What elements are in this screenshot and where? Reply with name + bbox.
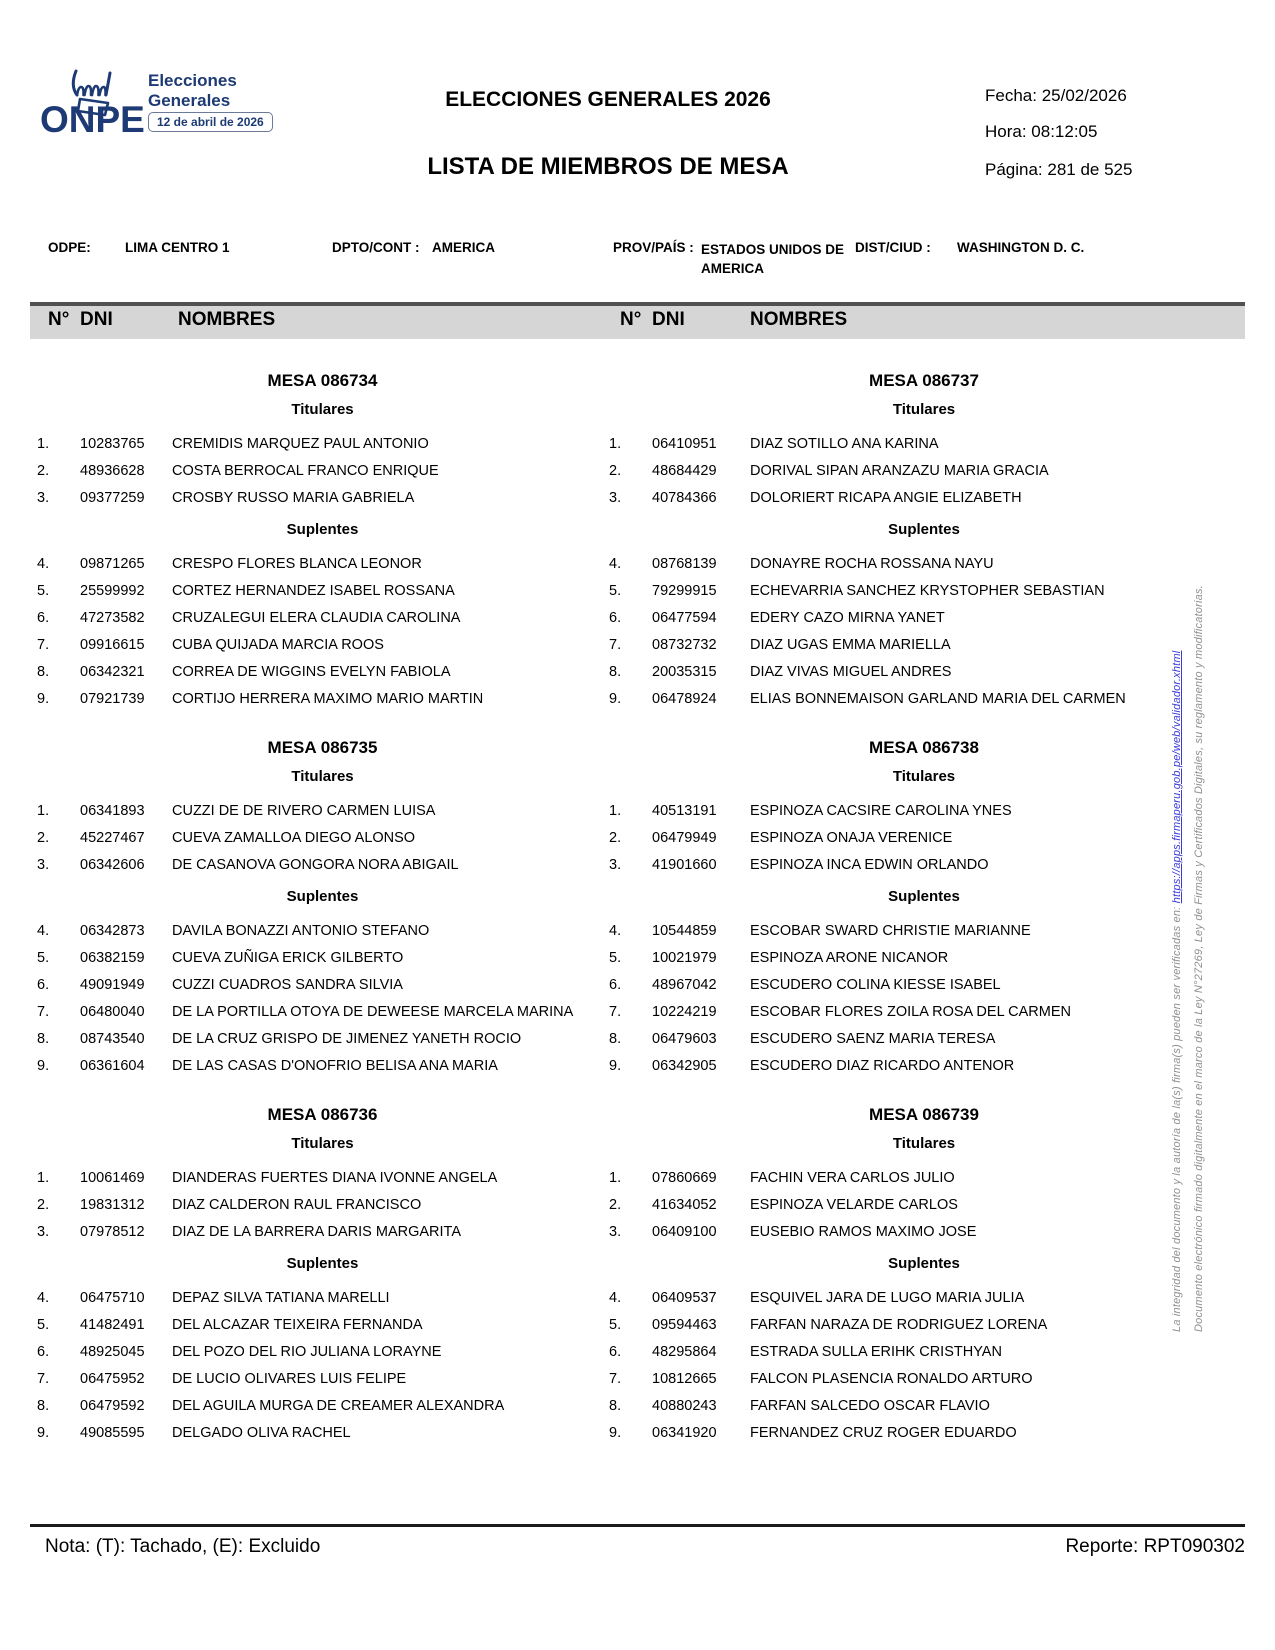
member-number: 2. xyxy=(37,829,50,846)
member-row xyxy=(30,1392,615,1419)
member-name: EUSEBIO RAMOS MAXIMO JOSE xyxy=(750,1223,977,1240)
member-name: DEPAZ SILVA TATIANA MARELLI xyxy=(172,1289,390,1306)
member-number: 9. xyxy=(37,1424,50,1441)
logo-elecciones-text: Elecciones xyxy=(148,71,237,90)
member-row xyxy=(30,685,615,712)
group-label-titulares: Titulares xyxy=(291,401,354,418)
member-name: DIAZ DE LA BARRERA DARIS MARGARITA xyxy=(172,1223,461,1240)
member-dni: 41482491 xyxy=(80,1316,145,1333)
member-dni: 10224219 xyxy=(652,1003,717,1020)
member-number: 2. xyxy=(609,462,622,479)
member-dni: 09377259 xyxy=(80,489,145,506)
member-number: 1. xyxy=(37,1169,50,1186)
member-number: 5. xyxy=(609,1316,622,1333)
page-title: ELECCIONES GENERALES 2026 xyxy=(445,88,771,111)
member-dni: 09594463 xyxy=(652,1316,717,1333)
member-dni: 06361604 xyxy=(80,1057,145,1074)
member-number: 4. xyxy=(37,555,50,572)
group-label-suplentes: Suplentes xyxy=(888,888,960,905)
logo-date-badge: 12 de abril de 2026 xyxy=(148,112,273,132)
member-dni: 49091949 xyxy=(80,976,145,993)
member-row xyxy=(30,631,615,658)
member-name: DORIVAL SIPAN ARANZAZU MARIA GRACIA xyxy=(750,462,1049,479)
member-row xyxy=(30,577,615,604)
group-label-suplentes: Suplentes xyxy=(888,521,960,538)
member-number: 9. xyxy=(37,1057,50,1074)
group-label-suplentes: Suplentes xyxy=(888,1255,960,1272)
member-number: 9. xyxy=(609,1057,622,1074)
member-number: 8. xyxy=(37,1030,50,1047)
member-row xyxy=(600,971,1248,998)
member-number: 4. xyxy=(609,555,622,572)
member-name: CORTIJO HERRERA MAXIMO MARIO MARTIN xyxy=(172,690,484,707)
mesa-block xyxy=(30,738,615,1079)
member-name: CORTEZ HERNANDEZ ISABEL ROSSANA xyxy=(172,582,455,599)
member-dni: 06475952 xyxy=(80,1370,145,1387)
member-row xyxy=(30,1311,615,1338)
member-number: 7. xyxy=(609,1003,622,1020)
member-number: 7. xyxy=(37,636,50,653)
member-dni: 06410951 xyxy=(652,435,717,452)
member-number: 3. xyxy=(609,1223,622,1240)
members-column-right xyxy=(600,345,1248,1446)
member-dni: 48684429 xyxy=(652,462,717,479)
member-name: ESPINOZA CACSIRE CAROLINA YNES xyxy=(750,802,1012,819)
member-row xyxy=(30,917,615,944)
signature-legal-text: Documento electrónico firmado digitalmente en el marco de la Ley N°27269, Ley de Firmas y Certificados Digitales, su reglamento y modificatorias. xyxy=(1193,585,1205,1332)
member-name: CUBA QUIJADA MARCIA ROOS xyxy=(172,636,384,653)
member-name: ESTRADA SULLA ERIHK CRISTHYAN xyxy=(750,1343,1002,1360)
member-name: DEL ALCAZAR TEIXEIRA FERNANDA xyxy=(172,1316,423,1333)
member-dni: 06479592 xyxy=(80,1397,145,1414)
member-row xyxy=(600,1392,1248,1419)
meta-fecha: Fecha: 25/02/2026 xyxy=(985,86,1127,105)
member-name: DONAYRE ROCHA ROSSANA NAYU xyxy=(750,555,994,572)
member-number: 7. xyxy=(37,1370,50,1387)
odpe-label: ODPE: xyxy=(48,240,91,255)
member-row xyxy=(600,824,1248,851)
mesa-block xyxy=(30,1105,615,1446)
member-name: ESPINOZA VELARDE CARLOS xyxy=(750,1196,958,1213)
footer-divider xyxy=(30,1524,1245,1527)
member-row xyxy=(30,998,615,1025)
member-name: DAVILA BONAZZI ANTONIO STEFANO xyxy=(172,922,430,939)
footer-report: Reporte: RPT090302 xyxy=(1065,1536,1245,1557)
col-header-nombres-right: NOMBRES xyxy=(750,309,848,330)
member-row xyxy=(600,604,1248,631)
member-row xyxy=(30,971,615,998)
dpto-label: DPTO/CONT : xyxy=(332,240,420,255)
mesa-title: MESA 086737 xyxy=(869,371,979,390)
member-row xyxy=(30,484,615,511)
member-row xyxy=(600,1311,1248,1338)
validator-link[interactable]: https://apps.firmaperu.gob.pe/web/validador.xhtml xyxy=(1171,650,1183,904)
dist-value: WASHINGTON D. C. xyxy=(957,240,1085,255)
member-dni: 19831312 xyxy=(80,1196,145,1213)
member-dni: 08732732 xyxy=(652,636,717,653)
member-number: 5. xyxy=(609,949,622,966)
group-label-suplentes: Suplentes xyxy=(286,521,359,538)
dpto-value: AMERICA xyxy=(432,240,495,255)
member-dni: 06382159 xyxy=(80,949,145,966)
member-row xyxy=(600,917,1248,944)
member-number: 4. xyxy=(37,922,50,939)
member-row xyxy=(600,1164,1248,1191)
member-name: DIAZ CALDERON RAUL FRANCISCO xyxy=(172,1196,422,1213)
report-title: LISTA DE MIEMBROS DE MESA xyxy=(427,153,789,180)
member-row xyxy=(30,851,615,878)
member-dni: 10021979 xyxy=(652,949,717,966)
member-dni: 06342321 xyxy=(80,663,145,680)
meta-hora: Hora: 08:12:05 xyxy=(985,122,1098,141)
member-dni: 07860669 xyxy=(652,1169,717,1186)
member-name: FARFAN SALCEDO OSCAR FLAVIO xyxy=(750,1397,990,1414)
member-row xyxy=(600,851,1248,878)
member-row xyxy=(600,1191,1248,1218)
member-row xyxy=(600,577,1248,604)
member-row xyxy=(600,1284,1248,1311)
member-row xyxy=(30,658,615,685)
member-dni: 06409100 xyxy=(652,1223,717,1240)
member-name: DE LUCIO OLIVARES LUIS FELIPE xyxy=(172,1370,407,1387)
member-name: DIAZ VIVAS MIGUEL ANDRES xyxy=(750,663,952,680)
mesa-block xyxy=(30,371,615,712)
member-dni: 25599992 xyxy=(80,582,145,599)
member-row xyxy=(30,1191,615,1218)
member-name: ESCOBAR SWARD CHRISTIE MARIANNE xyxy=(750,922,1031,939)
member-row xyxy=(30,1419,615,1446)
member-dni: 10061469 xyxy=(80,1169,145,1186)
member-row xyxy=(600,998,1248,1025)
member-number: 6. xyxy=(37,976,50,993)
logo-generales-text: Generales xyxy=(148,91,231,110)
member-row xyxy=(600,457,1248,484)
member-number: 8. xyxy=(609,663,622,680)
member-name: FACHIN VERA CARLOS JULIO xyxy=(750,1169,955,1186)
member-dni: 06477594 xyxy=(652,609,717,626)
member-name: ELIAS BONNEMAISON GARLAND MARIA DEL CARMEN xyxy=(750,690,1126,707)
group-label-titulares: Titulares xyxy=(892,1135,956,1152)
col-header-num-left: N° xyxy=(48,309,70,330)
member-row xyxy=(30,1164,615,1191)
member-number: 1. xyxy=(609,1169,622,1186)
group-label-titulares: Titulares xyxy=(892,401,956,418)
member-name: DE CASANOVA GONGORA NORA ABIGAIL xyxy=(172,856,459,873)
col-header-nombres-left: NOMBRES xyxy=(178,309,276,330)
member-dni: 40880243 xyxy=(652,1397,717,1414)
member-number: 8. xyxy=(37,1397,50,1414)
member-number: 7. xyxy=(609,1370,622,1387)
member-number: 2. xyxy=(37,1196,50,1213)
member-dni: 40784366 xyxy=(652,489,717,506)
group-label-titulares: Titulares xyxy=(892,768,956,785)
member-number: 3. xyxy=(37,1223,50,1240)
member-name: ESPINOZA ARONE NICANOR xyxy=(750,949,949,966)
member-name: FARFAN NARAZA DE RODRIGUEZ LORENA xyxy=(750,1316,1048,1333)
member-number: 6. xyxy=(609,609,622,626)
member-row xyxy=(30,1365,615,1392)
member-dni: 47273582 xyxy=(80,609,145,626)
member-row xyxy=(30,550,615,577)
member-name: DIAZ UGAS EMMA MARIELLA xyxy=(750,636,951,653)
member-name: DE LA CRUZ GRISPO DE JIMENEZ YANETH ROCIO xyxy=(172,1030,522,1047)
member-dni: 20035315 xyxy=(652,663,717,680)
member-dni: 48936628 xyxy=(80,462,145,479)
member-dni: 06341920 xyxy=(652,1424,717,1441)
mesa-title: MESA 086738 xyxy=(869,738,979,757)
group-label-titulares: Titulares xyxy=(291,768,354,785)
member-name: ESQUIVEL JARA DE LUGO MARIA JULIA xyxy=(750,1289,1025,1306)
member-name: CUZZI CUADROS SANDRA SILVIA xyxy=(172,976,403,993)
member-dni: 09871265 xyxy=(80,555,145,572)
member-row xyxy=(600,631,1248,658)
member-name: DE LA PORTILLA OTOYA DE DEWEESE MARCELA MARINA xyxy=(172,1003,574,1020)
member-name: ESCUDERO DIAZ RICARDO ANTENOR xyxy=(750,1057,1015,1074)
member-number: 6. xyxy=(37,1343,50,1360)
member-row xyxy=(600,484,1248,511)
member-dni: 41634052 xyxy=(652,1196,717,1213)
member-dni: 48295864 xyxy=(652,1343,717,1360)
member-row xyxy=(30,457,615,484)
member-dni: 09916615 xyxy=(80,636,145,653)
member-name: CROSBY RUSSO MARIA GABRIELA xyxy=(172,489,415,506)
mesa-title: MESA 086736 xyxy=(267,1105,378,1124)
member-number: 9. xyxy=(609,1424,622,1441)
member-dni: 06342873 xyxy=(80,922,145,939)
member-dni: 10544859 xyxy=(652,922,717,939)
member-name: CUEVA ZUÑIGA ERICK GILBERTO xyxy=(172,949,404,966)
member-number: 6. xyxy=(609,976,622,993)
member-row xyxy=(30,944,615,971)
member-number: 3. xyxy=(609,856,622,873)
member-row xyxy=(30,430,615,457)
member-row xyxy=(30,1052,615,1079)
member-number: 2. xyxy=(37,462,50,479)
member-dni: 06480040 xyxy=(80,1003,145,1020)
prov-label: PROV/PAÍS : xyxy=(613,240,694,255)
member-dni: 06475710 xyxy=(80,1289,145,1306)
member-row xyxy=(30,1025,615,1052)
member-number: 4. xyxy=(609,1289,622,1306)
member-number: 2. xyxy=(609,1196,622,1213)
member-row xyxy=(600,658,1248,685)
member-number: 8. xyxy=(37,663,50,680)
member-number: 8. xyxy=(609,1397,622,1414)
mesa-title: MESA 086734 xyxy=(267,371,378,390)
member-dni: 06342606 xyxy=(80,856,145,873)
member-name: FALCON PLASENCIA RONALDO ARTURO xyxy=(750,1370,1033,1387)
member-row xyxy=(30,1284,615,1311)
member-number: 5. xyxy=(37,949,50,966)
group-label-titulares: Titulares xyxy=(291,1135,354,1152)
mesa-title: MESA 086735 xyxy=(267,738,378,757)
member-name: DEL AGUILA MURGA DE CREAMER ALEXANDRA xyxy=(172,1397,505,1414)
member-number: 1. xyxy=(609,435,622,452)
member-name: ESCUDERO SAENZ MARIA TERESA xyxy=(750,1030,996,1047)
member-dni: 06479949 xyxy=(652,829,717,846)
mesa-title: MESA 086739 xyxy=(869,1105,979,1124)
member-number: 8. xyxy=(609,1030,622,1047)
member-name: CRESPO FLORES BLANCA LEONOR xyxy=(172,555,422,572)
member-number: 3. xyxy=(37,856,50,873)
member-name: ESPINOZA ONAJA VERENICE xyxy=(750,829,953,846)
member-number: 4. xyxy=(37,1289,50,1306)
member-name: DEL POZO DEL RIO JULIANA LORAYNE xyxy=(172,1343,442,1360)
member-number: 3. xyxy=(37,489,50,506)
member-name: DE LAS CASAS D'ONOFRIO BELISA ANA MARIA xyxy=(172,1057,498,1074)
member-dni: 06479603 xyxy=(652,1030,717,1047)
member-dni: 10812665 xyxy=(652,1370,717,1387)
member-number: 5. xyxy=(37,582,50,599)
member-dni: 48925045 xyxy=(80,1343,145,1360)
member-row xyxy=(600,1365,1248,1392)
member-row xyxy=(600,550,1248,577)
member-name: EDERY CAZO MIRNA YANET xyxy=(750,609,945,626)
member-row xyxy=(600,1338,1248,1365)
member-name: FERNANDEZ CRUZ ROGER EDUARDO xyxy=(750,1424,1017,1441)
onpe-wordmark: ONPE xyxy=(40,99,145,140)
member-dni: 08743540 xyxy=(80,1030,145,1047)
member-name: DIAZ SOTILLO ANA KARINA xyxy=(750,435,939,452)
signature-validation-text xyxy=(1171,651,1183,1332)
member-name: ECHEVARRIA SANCHEZ KRYSTOPHER SEBASTIAN xyxy=(750,582,1105,599)
member-name: CREMIDIS MARQUEZ PAUL ANTONIO xyxy=(172,435,429,452)
member-dni: 79299915 xyxy=(652,582,717,599)
member-name: CUEVA ZAMALLOA DIEGO ALONSO xyxy=(172,829,416,846)
meta-pagina: Página: 281 de 525 xyxy=(985,160,1133,179)
member-number: 1. xyxy=(37,435,50,452)
member-number: 3. xyxy=(609,489,622,506)
footer-note: Nota: (T): Tachado, (E): Excluido xyxy=(45,1536,321,1557)
prov-value: ESTADOS UNIDOS DE AMERICA xyxy=(701,242,845,276)
mesa-block xyxy=(600,738,1248,1079)
mesa-block xyxy=(600,1105,1248,1446)
member-name: DELGADO OLIVA RACHEL xyxy=(172,1424,351,1441)
member-row xyxy=(600,1218,1248,1245)
member-name: COSTA BERROCAL FRANCO ENRIQUE xyxy=(172,462,439,479)
member-number: 2. xyxy=(609,829,622,846)
member-name: ESPINOZA INCA EDWIN ORLANDO xyxy=(750,856,989,873)
member-number: 9. xyxy=(37,690,50,707)
member-row xyxy=(30,824,615,851)
member-number: 5. xyxy=(609,582,622,599)
member-number: 1. xyxy=(609,802,622,819)
col-header-num-right: N° xyxy=(620,309,642,330)
member-dni: 06341893 xyxy=(80,802,145,819)
member-dni: 41901660 xyxy=(652,856,717,873)
member-row xyxy=(600,430,1248,457)
member-number: 9. xyxy=(609,690,622,707)
signature-validation-prefix: La integridad del documento y la autoría de la(s) firma(s) pueden ser verificadas en: xyxy=(1171,903,1183,1332)
group-label-suplentes: Suplentes xyxy=(286,1255,359,1272)
member-dni: 06342905 xyxy=(652,1057,717,1074)
dist-label: DIST/CIUD : xyxy=(855,240,931,255)
member-dni: 10283765 xyxy=(80,435,145,452)
member-dni: 07978512 xyxy=(80,1223,145,1240)
member-row xyxy=(30,1218,615,1245)
member-name: ESCOBAR FLORES ZOILA ROSA DEL CARMEN xyxy=(750,1003,1071,1020)
member-row xyxy=(600,1419,1248,1446)
odpe-value: LIMA CENTRO 1 xyxy=(125,240,230,255)
member-name: CUZZI DE DE RIVERO CARMEN LUISA xyxy=(172,802,436,819)
member-row xyxy=(30,604,615,631)
group-label-suplentes: Suplentes xyxy=(286,888,359,905)
member-name: CRUZALEGUI ELERA CLAUDIA CAROLINA xyxy=(172,609,461,626)
member-number: 5. xyxy=(37,1316,50,1333)
member-name: ESCUDERO COLINA KIESSE ISABEL xyxy=(750,976,1001,993)
member-number: 1. xyxy=(37,802,50,819)
member-dni: 48967042 xyxy=(652,976,717,993)
member-number: 6. xyxy=(609,1343,622,1360)
member-row xyxy=(30,1338,615,1365)
member-dni: 40513191 xyxy=(652,802,717,819)
member-name: CORREA DE WIGGINS EVELYN FABIOLA xyxy=(172,663,451,680)
member-row xyxy=(600,944,1248,971)
member-dni: 08768139 xyxy=(652,555,717,572)
member-number: 6. xyxy=(37,609,50,626)
member-number: 7. xyxy=(37,1003,50,1020)
member-dni: 07921739 xyxy=(80,690,145,707)
member-number: 7. xyxy=(609,636,622,653)
member-name: DOLORIERT RICAPA ANGIE ELIZABETH xyxy=(750,489,1022,506)
member-dni: 06478924 xyxy=(652,690,717,707)
member-row xyxy=(600,685,1248,712)
member-dni: 45227467 xyxy=(80,829,145,846)
member-name: DIANDERAS FUERTES DIANA IVONNE ANGELA xyxy=(172,1169,498,1186)
member-number: 4. xyxy=(609,922,622,939)
members-column-left xyxy=(30,345,615,1446)
member-dni: 06409537 xyxy=(652,1289,717,1306)
col-header-dni-right: DNI xyxy=(652,309,685,330)
member-row xyxy=(30,797,615,824)
member-dni: 49085595 xyxy=(80,1424,145,1441)
mesa-block xyxy=(600,371,1248,712)
member-row xyxy=(600,1052,1248,1079)
member-row xyxy=(600,797,1248,824)
col-header-dni-left: DNI xyxy=(80,309,113,330)
member-row xyxy=(600,1025,1248,1052)
